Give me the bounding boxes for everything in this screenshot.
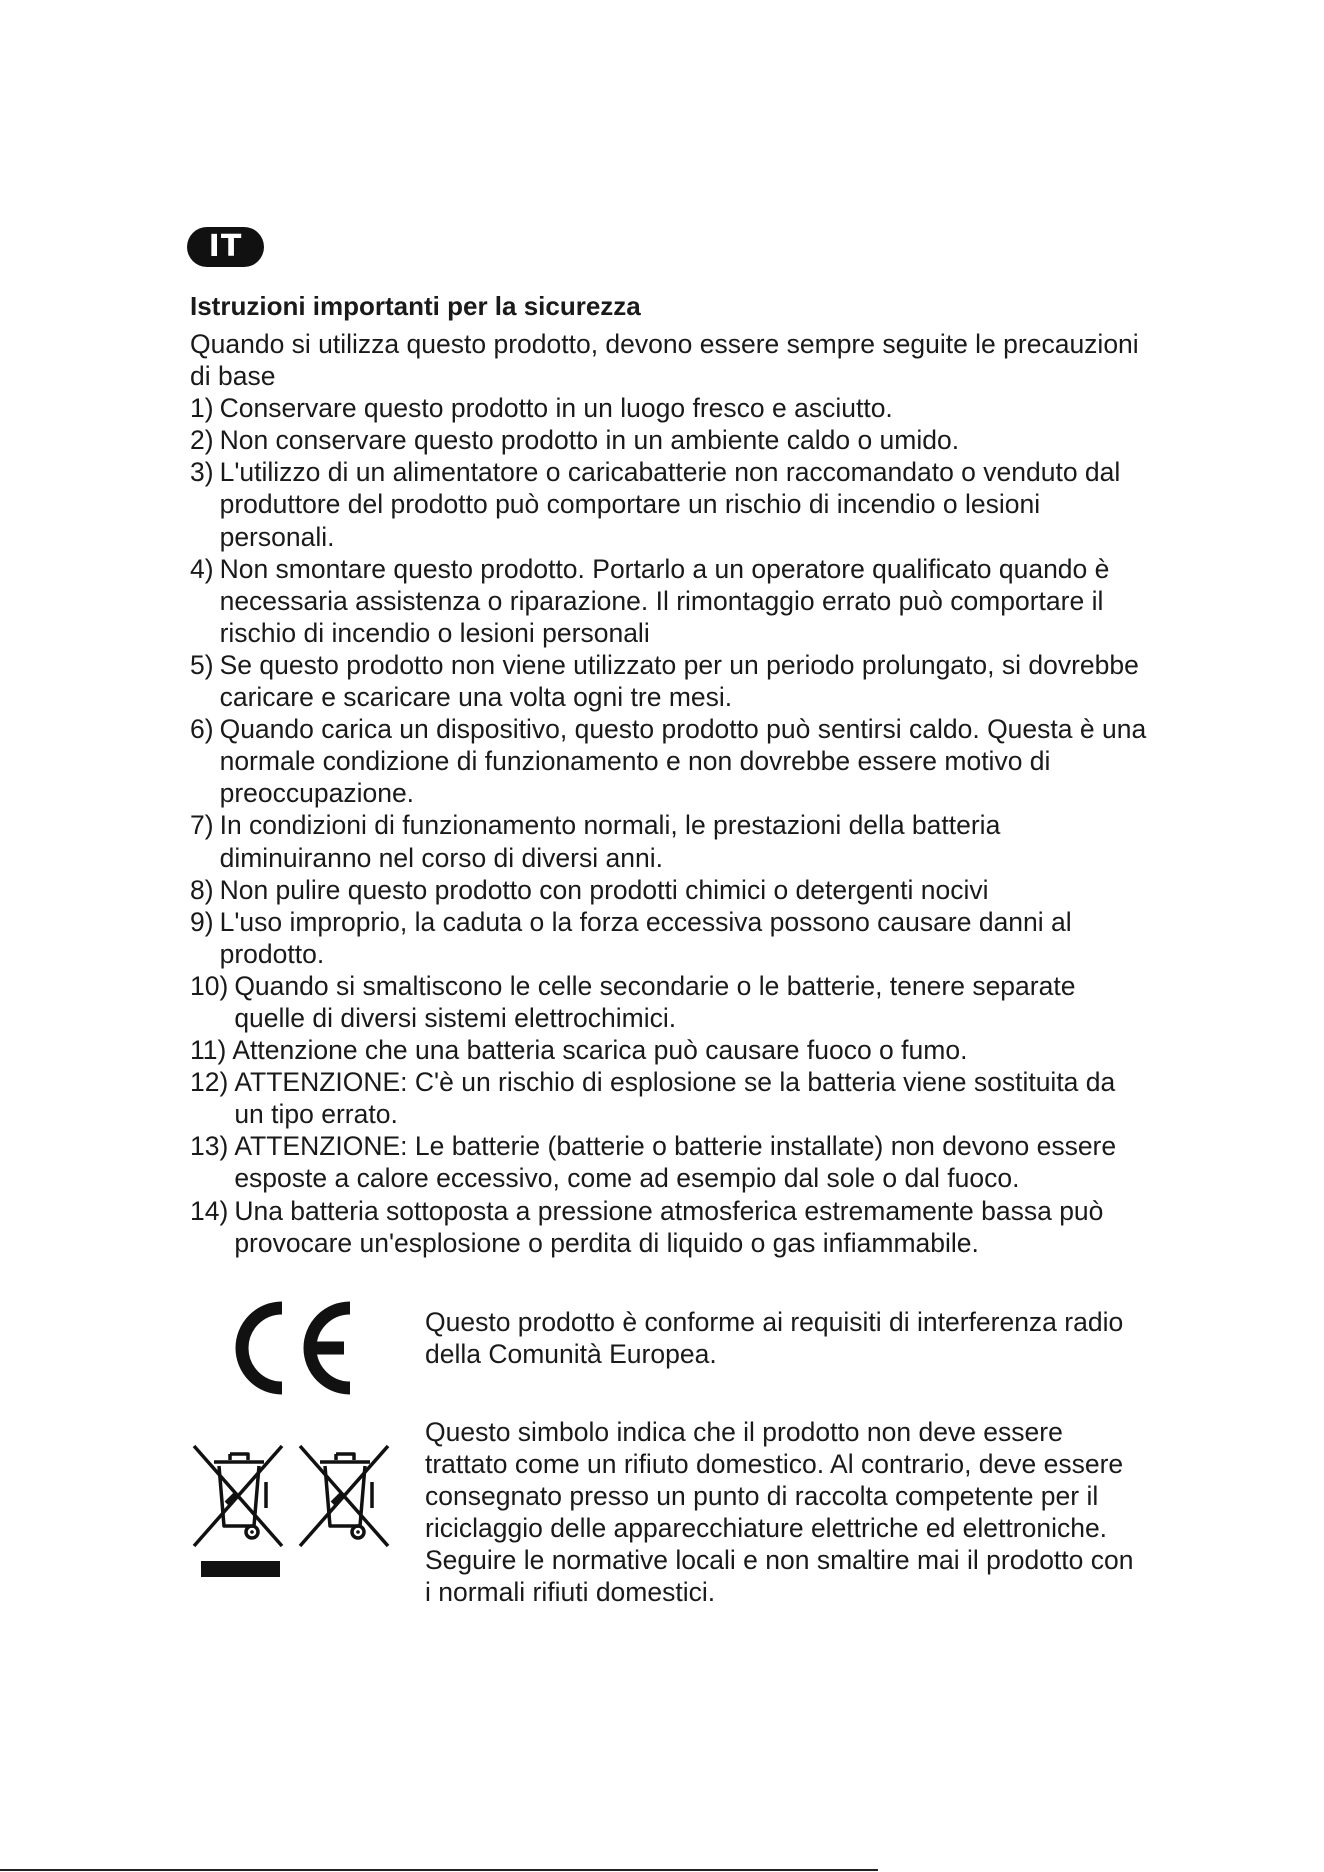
item-text: Non conservare questo prodotto in un ambiente caldo o umido. [219,425,960,456]
item-text: ATTENZIONE: C'è un rischio di esplosione se la batteria viene sostituita da un tipo errato. [234,1067,1116,1130]
item-text: Non pulire questo prodotto con prodotti chimici o detergenti nocivi [219,874,989,905]
item-number: 11) [190,1035,227,1066]
item-text: Quando si smaltiscono le celle secondarie o le batterie, tenere separate quelle di diversi sistemi elettrochimici. [234,970,1076,1033]
item-number: 7) [190,810,214,841]
list-item [190,456,1150,552]
language-badge: IT [187,227,264,267]
list-item [190,809,1150,873]
item-number: 8) [190,874,214,905]
page-title: Istruzioni importanti per la sicurezza [190,291,641,321]
item-number: 10) [190,970,229,1001]
list-item [190,713,1150,809]
weee-bin-icon [296,1440,392,1552]
item-number: 13) [190,1131,229,1162]
item-text: Attenzione che una batteria scarica può causare fuoco o fumo. [232,1035,968,1066]
weee-underline-bar [201,1561,280,1577]
item-number: 6) [190,714,214,745]
item-number: 2) [190,425,214,456]
list-item [190,1130,1150,1194]
item-number: 12) [190,1067,229,1098]
list-item [190,424,1150,456]
instruction-list [190,392,1150,1259]
list-item [190,553,1150,649]
list-item [190,970,1150,1034]
item-number: 1) [190,393,214,424]
weee-bin-icon [190,1440,286,1552]
list-item [190,906,1150,970]
item-text: L'utilizzo di un alimentatore o caricabatterie non raccomandato o venduto dal produttore del prodotto può comportare un rischio di incendio o lesioni personali. [219,457,1121,552]
item-number: 5) [190,649,214,680]
item-number: 3) [190,457,214,488]
item-text: Conservare questo prodotto in un luogo fresco e asciutto. [219,393,893,424]
item-text: Se questo prodotto non viene utilizzato per un periodo prolungato, si dovrebbe caricare e scaricare una volta ogni tre mesi. [219,649,1139,713]
item-text: In condizioni di funzionamento normali, le prestazioni della batteria diminuiranno nel corso di diversi anni. [219,810,1001,873]
ce-mark-icon [222,1300,355,1396]
safety-instructions [190,328,1150,1259]
item-number: 4) [190,553,214,584]
item-text: Quando carica un dispositivo, questo prodotto può sentirsi caldo. Questa è una normale condizione di funzionamento e non dovrebbe essere motivo di preoccupazione. [219,714,1147,809]
item-number: 9) [190,906,214,937]
item-text: Non smontare questo prodotto. Portarlo a un operatore qualificato quando è necessaria assistenza o riparazione. Il rimontaggio errato può comportare il rischio di incendio o lesioni personali [219,553,1110,648]
item-number: 14) [190,1195,229,1226]
ce-notice: Questo prodotto è conforme ai requisiti di interferenza radio della Comunità Europea. [425,1307,1124,1369]
item-text: ATTENZIONE: Le batterie (batterie o batterie installate) non devono essere esposte a calore eccessivo, come ad esempio dal sole o dal fuoco. [234,1131,1117,1194]
weee-notice: Questo simbolo indica che il prodotto non deve essere trattato come un rifiuto domestico. Al contrario, deve essere consegnato presso un punto di raccolta competente per il riciclaggio delle apparecchiature elettriche ed elettroniche. Seguire le normative locali e non smaltire mai il prodotto con i normali rifiuti domestici. [425,1417,1134,1607]
list-item [190,1034,1150,1066]
list-item [190,392,1150,424]
intro-text: Quando si utilizza questo prodotto, devono essere sempre seguite le precauzioni di base [190,329,1139,392]
bottom-divider [0,1869,878,1871]
item-text: L'uso improprio, la caduta o la forza eccessiva possono causare danni al prodotto. [219,906,1072,969]
list-item [190,649,1150,713]
list-item [190,1195,1150,1259]
list-item [190,1066,1150,1130]
list-item [190,874,1150,906]
item-text: Una batteria sottoposta a pressione atmosferica estremamente bassa può provocare un'esplosione o perdita di liquido o gas infiammabile. [234,1195,1104,1258]
